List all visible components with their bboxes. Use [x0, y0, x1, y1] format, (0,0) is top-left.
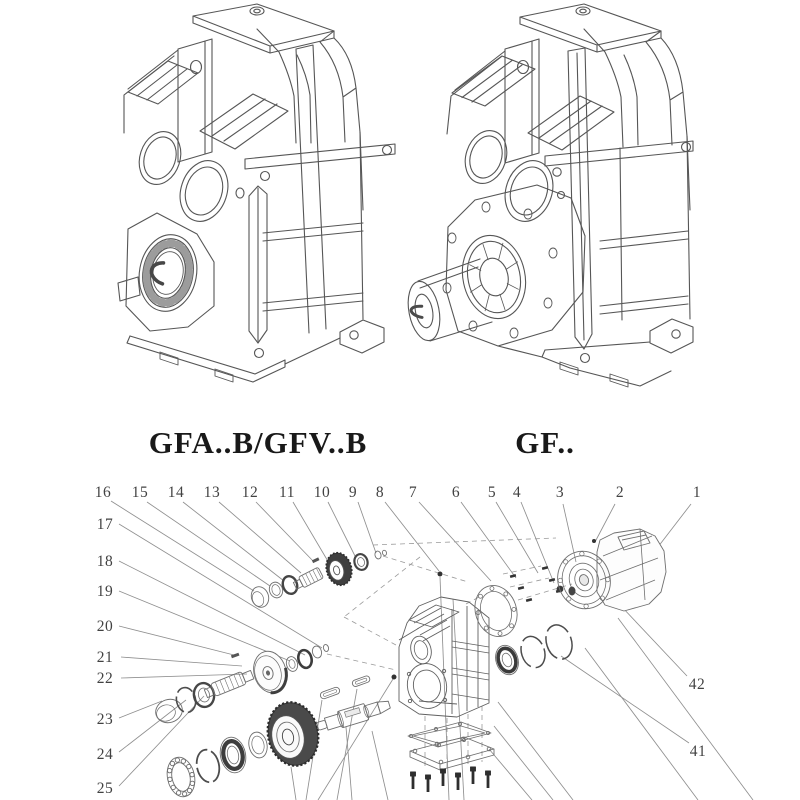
part-callout-41: 41: [689, 743, 707, 760]
bracket-hole: [191, 61, 202, 74]
assembly-dashed-lines: [327, 538, 572, 772]
intermediate-gear: [249, 648, 291, 697]
part-callout-16: 16: [94, 484, 112, 501]
washer: [281, 574, 300, 595]
cooling-fins-center: [200, 94, 288, 149]
part-callout-13: 13: [203, 484, 221, 501]
strap-arm: [545, 141, 693, 166]
bolt-dot: [392, 675, 397, 680]
pointed-bar: [249, 186, 267, 343]
mounting-base: [127, 336, 340, 382]
adapter-gasket-ring: [468, 580, 523, 642]
output-shaft: [404, 259, 492, 343]
output-flange: [446, 185, 585, 346]
part-callout-18: 18: [96, 553, 114, 570]
snap-ring: [542, 621, 577, 662]
cooling-fins-center: [528, 96, 614, 150]
exploded-parts-diagram: [95, 484, 753, 800]
part-callout-1: 1: [692, 484, 702, 501]
housing-hood: [584, 29, 690, 210]
part-callout-19: 19: [96, 583, 114, 600]
bore-upper: [133, 126, 188, 190]
snap-ring: [517, 633, 549, 671]
part-callout-3: 3: [555, 484, 565, 501]
cooling-fins-left: [128, 61, 198, 104]
gearbox-drawing-right: [404, 4, 693, 387]
part-callout-42: 42: [688, 676, 706, 693]
bore-lower: [173, 154, 236, 227]
splined-shaft: [203, 668, 254, 699]
housing-bore-small: [408, 634, 435, 666]
flange-bracket: [505, 39, 539, 163]
circlip: [194, 748, 222, 785]
part-callout-6: 6: [451, 484, 461, 501]
key-pin: [312, 557, 320, 563]
part-callout-2: 2: [615, 484, 625, 501]
part-callout-20: 20: [96, 618, 114, 635]
input-side-parts: [468, 529, 666, 678]
flange-bracket: [178, 39, 212, 162]
washer: [246, 730, 269, 759]
pointed-bar: [568, 48, 592, 349]
part-callout-9: 9: [348, 484, 358, 501]
oil-plug: [576, 7, 590, 15]
part-callout-12: 12: [241, 484, 259, 501]
part-callout-21: 21: [96, 649, 114, 666]
model-label-right: GF..: [515, 425, 575, 460]
oil-seal: [217, 735, 249, 775]
output-shaft-parts: [164, 675, 392, 799]
output-gear: [262, 698, 324, 771]
part-callout-5: 5: [487, 484, 497, 501]
oil-pan-cover: [410, 737, 494, 770]
strap-arm: [245, 144, 395, 169]
part-callout-24: 24: [96, 746, 114, 763]
pan-bolts: [411, 767, 491, 792]
part-callout-14: 14: [167, 484, 185, 501]
output-bearing: [133, 230, 203, 316]
part-callout-4: 4: [512, 484, 522, 501]
callout-numbers: [95, 484, 707, 797]
part-callout-23: 23: [96, 711, 114, 728]
oil-plug: [250, 7, 264, 15]
flange-bolts: [510, 566, 562, 602]
bearing-retainer: [455, 229, 533, 324]
part-callout-17: 17: [96, 516, 114, 533]
bolt-dot: [592, 539, 596, 543]
motor-unit: [550, 529, 666, 616]
vertical-strap: [296, 45, 326, 333]
output-shaft: [315, 696, 392, 734]
foot-right: [650, 319, 693, 353]
gearbox-drawing-left: [118, 4, 395, 382]
ball-bearing: [164, 755, 199, 800]
part-callout-25: 25: [96, 780, 114, 797]
part-callout-8: 8: [375, 484, 385, 501]
part-callout-11: 11: [279, 484, 295, 501]
housing-hood: [257, 29, 363, 210]
motor-shaft-stub: [569, 587, 576, 596]
flange-bolt-holes: [443, 202, 557, 338]
key-pin: [231, 653, 240, 659]
foot-right: [340, 320, 384, 353]
shaft-key: [319, 686, 340, 699]
part-callout-15: 15: [131, 484, 149, 501]
part-callout-10: 10: [313, 484, 331, 501]
bolt-dot: [438, 572, 443, 577]
part-callout-22: 22: [96, 670, 114, 687]
pinion-gear: [323, 550, 356, 588]
part-callout-7: 7: [408, 484, 418, 501]
bearing-ring: [296, 649, 313, 670]
model-label-left: GFA..B/GFV..B: [148, 425, 368, 460]
shaft-key: [352, 675, 371, 687]
